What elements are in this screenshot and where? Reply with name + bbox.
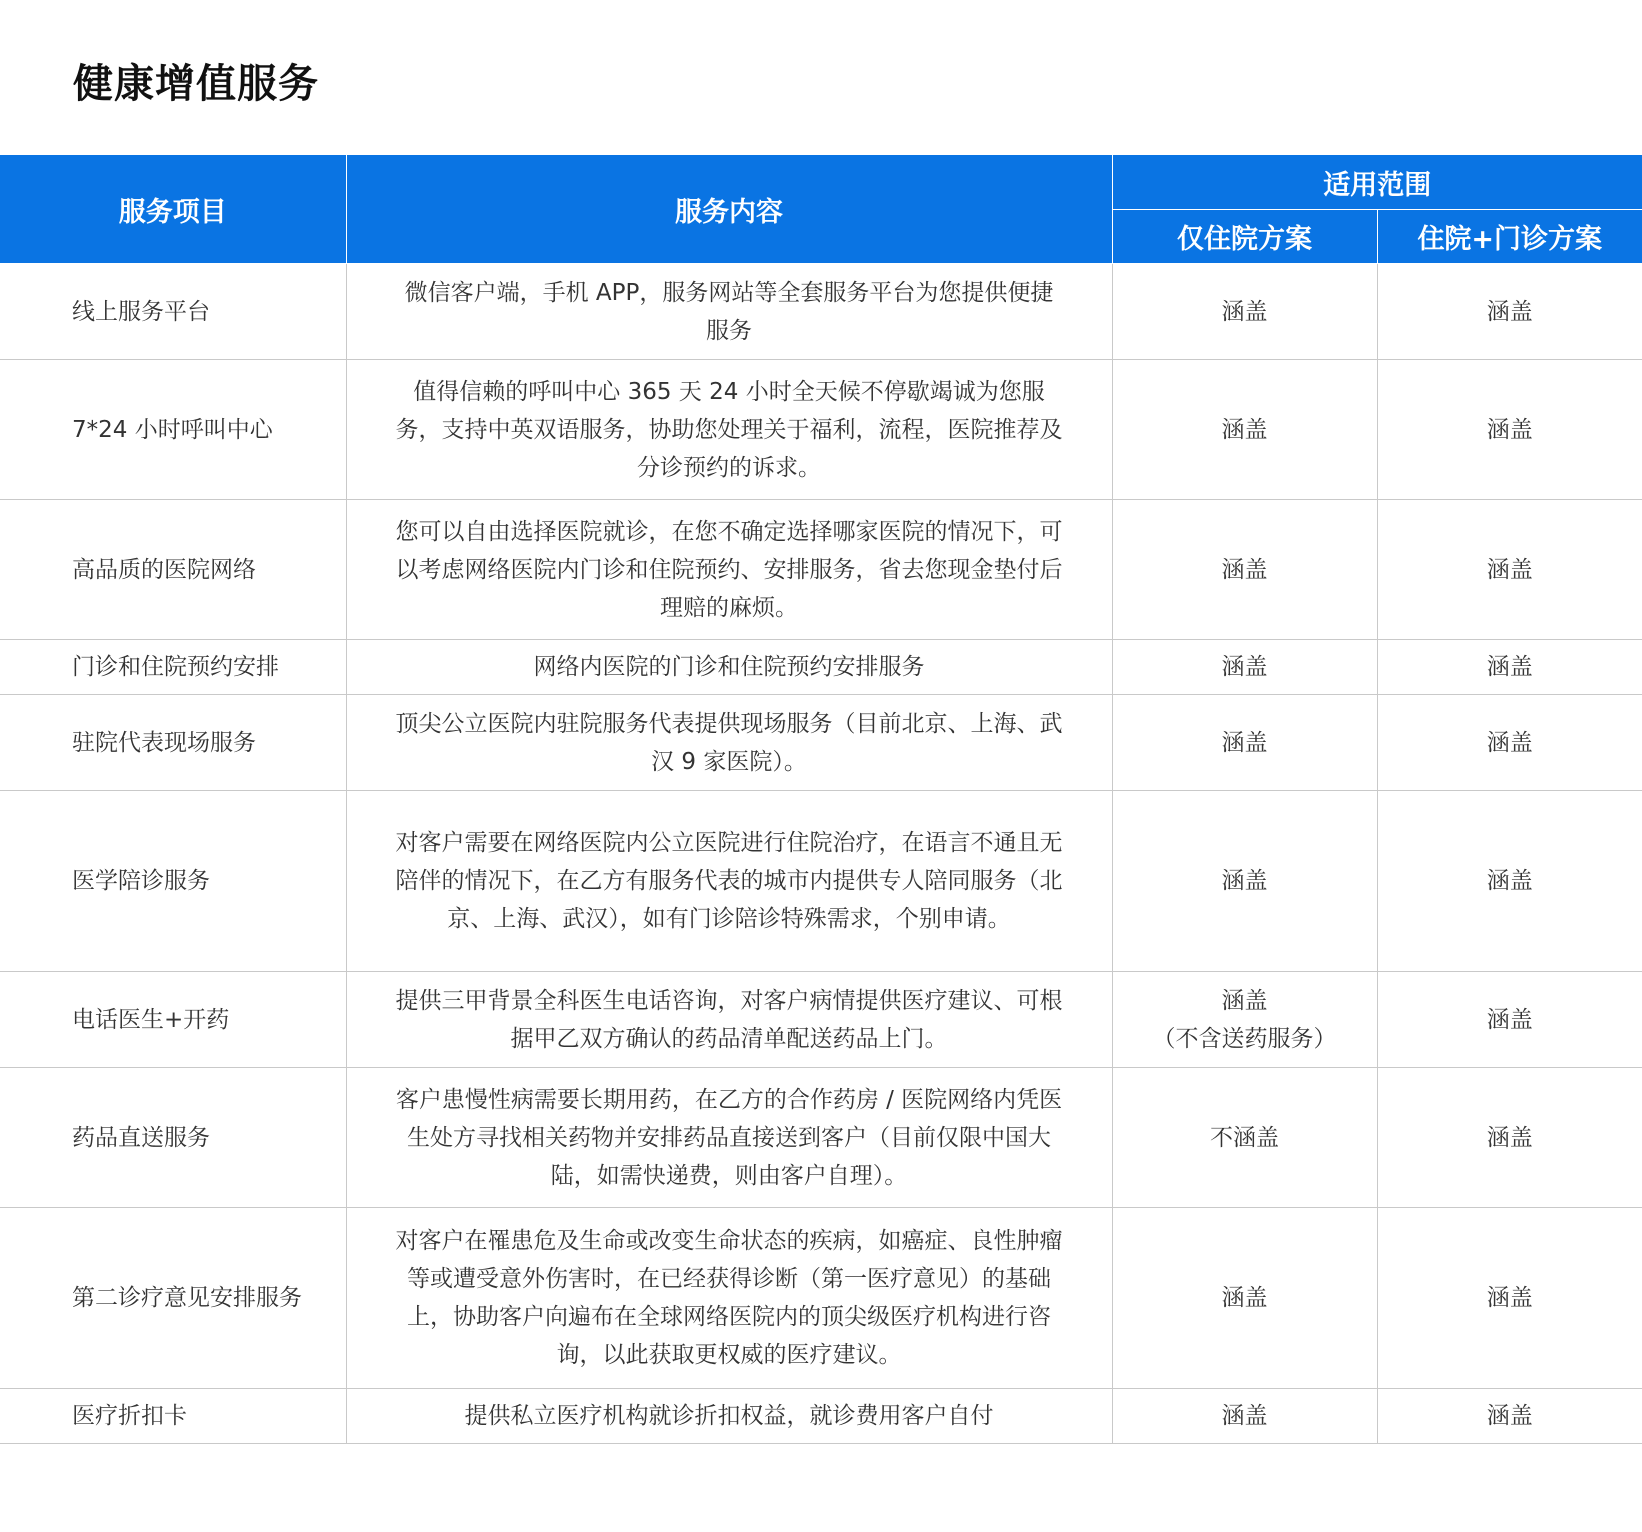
service-content: 网络内医院的门诊和住院预约安排服务 bbox=[346, 640, 1112, 695]
scope-full: 涵盖 bbox=[1377, 972, 1642, 1068]
scope-inpatient: 涵盖 bbox=[1221, 729, 1268, 756]
scope-full: 涵盖 bbox=[1377, 1389, 1642, 1444]
scope-full: 涵盖 bbox=[1377, 791, 1642, 972]
scope-inpatient-cell bbox=[1112, 695, 1377, 791]
service-content: 提供私立医疗机构就诊折扣权益，就诊费用客户自付 bbox=[346, 1389, 1112, 1444]
service-name: 线上服务平台 bbox=[0, 264, 346, 360]
service-content: 您可以自由选择医院就诊，在您不确定选择哪家医院的情况下，可以考虑网络医院内门诊和住院预约、安排服务，省去您现金垫付后理赔的麻烦。 bbox=[346, 500, 1112, 640]
scope-inpatient-note: （不含送药服务） bbox=[1152, 1025, 1337, 1052]
scope-full: 涵盖 bbox=[1377, 1068, 1642, 1208]
service-content: 提供三甲背景全科医生电话咨询，对客户病情提供医疗建议、可根据甲乙双方确认的药品清单配送药品上门。 bbox=[346, 972, 1112, 1068]
scope-inpatient: 涵盖 bbox=[1221, 416, 1268, 443]
scope-inpatient-cell bbox=[1112, 264, 1377, 360]
scope-inpatient-cell bbox=[1112, 1389, 1377, 1444]
service-content: 值得信赖的呼叫中心 365 天 24 小时全天候不停歇竭诚为您服务，支持中英双语服务，协助您处理关于福利，流程，医院推荐及分诊预约的诉求。 bbox=[346, 360, 1112, 500]
scope-full: 涵盖 bbox=[1377, 360, 1642, 500]
service-name: 驻院代表现场服务 bbox=[0, 695, 346, 791]
service-name: 高品质的医院网络 bbox=[0, 500, 346, 640]
scope-inpatient-cell bbox=[1112, 640, 1377, 695]
table-row bbox=[0, 1208, 1642, 1389]
scope-inpatient: 涵盖 bbox=[1221, 654, 1268, 680]
header-service-content: 服务内容 bbox=[346, 155, 1112, 264]
service-content: 顶尖公立医院内驻院服务代表提供现场服务（目前北京、上海、武汉 9 家医院）。 bbox=[346, 695, 1112, 791]
service-name: 电话医生+开药 bbox=[0, 972, 346, 1068]
service-content: 对客户需要在网络医院内公立医院进行住院治疗，在语言不通且无陪伴的情况下，在乙方有服务代表的城市内提供专人陪同服务（北京、上海、武汉），如有门诊陪诊特殊需求，个别申请。 bbox=[346, 791, 1112, 972]
scope-full: 涵盖 bbox=[1377, 695, 1642, 791]
scope-inpatient: 涵盖 bbox=[1221, 987, 1268, 1014]
header-service-item: 服务项目 bbox=[0, 155, 346, 264]
service-name: 第二诊疗意见安排服务 bbox=[0, 1208, 346, 1389]
scope-inpatient-cell bbox=[1112, 500, 1377, 640]
table-row bbox=[0, 1389, 1642, 1444]
table-row bbox=[0, 500, 1642, 640]
scope-inpatient: 涵盖 bbox=[1221, 1285, 1268, 1311]
scope-inpatient-cell bbox=[1112, 1068, 1377, 1208]
service-content: 对客户在罹患危及生命或改变生命状态的疾病，如癌症、良性肿瘤等或遭受意外伤害时，在已经获得诊断（第一医疗意见）的基础上，协助客户向遍布在全球网络医院内的顶尖级医疗机构进行咨询，以此获取更权威的医疗建议。 bbox=[346, 1208, 1112, 1389]
table-header bbox=[0, 155, 1642, 264]
table-row bbox=[0, 640, 1642, 695]
table-body bbox=[0, 264, 1642, 1444]
service-name: 7*24 小时呼叫中心 bbox=[0, 360, 346, 500]
service-content: 客户患慢性病需要长期用药，在乙方的合作药房 / 医院网络内凭医生处方寻找相关药物并安排药品直接送到客户（目前仅限中国大陆，如需快递费，则由客户自理）。 bbox=[346, 1068, 1112, 1208]
header-scope-full: 住院+门诊方案 bbox=[1377, 210, 1642, 264]
table-row bbox=[0, 1068, 1642, 1208]
scope-inpatient-cell bbox=[1112, 791, 1377, 972]
service-name: 医疗折扣卡 bbox=[0, 1389, 346, 1444]
scope-inpatient: 涵盖 bbox=[1221, 1403, 1268, 1429]
table-row bbox=[0, 264, 1642, 360]
scope-inpatient: 不涵盖 bbox=[1210, 1124, 1279, 1151]
scope-full: 涵盖 bbox=[1377, 1208, 1642, 1389]
scope-full: 涵盖 bbox=[1377, 264, 1642, 360]
page-title: 健康增值服务 bbox=[73, 61, 319, 107]
service-name: 门诊和住院预约安排 bbox=[0, 640, 346, 695]
scope-inpatient: 涵盖 bbox=[1221, 298, 1268, 325]
scope-inpatient-cell bbox=[1112, 972, 1377, 1068]
table-row bbox=[0, 972, 1642, 1068]
scope-inpatient-cell bbox=[1112, 1208, 1377, 1389]
table-row bbox=[0, 791, 1642, 972]
service-content: 微信客户端，手机 APP，服务网站等全套服务平台为您提供便捷服务 bbox=[346, 264, 1112, 360]
table-row bbox=[0, 360, 1642, 500]
service-name: 医学陪诊服务 bbox=[0, 791, 346, 972]
header-scope-inpatient: 仅住院方案 bbox=[1112, 210, 1377, 264]
scope-inpatient-cell bbox=[1112, 360, 1377, 500]
service-name: 药品直送服务 bbox=[0, 1068, 346, 1208]
scope-inpatient: 涵盖 bbox=[1221, 868, 1268, 894]
scope-full: 涵盖 bbox=[1377, 640, 1642, 695]
table-row bbox=[0, 695, 1642, 791]
header-scope: 适用范围 bbox=[1112, 155, 1642, 210]
scope-full: 涵盖 bbox=[1377, 500, 1642, 640]
services-table bbox=[0, 155, 1642, 1444]
scope-inpatient: 涵盖 bbox=[1221, 556, 1268, 583]
